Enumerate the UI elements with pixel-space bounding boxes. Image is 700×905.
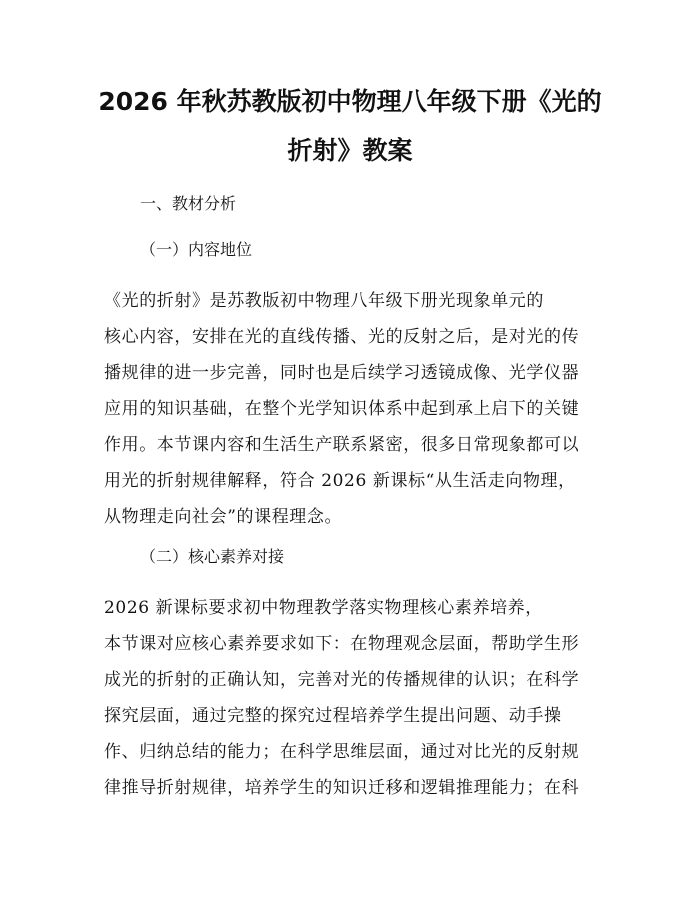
paragraph-line: 成光的折射的正确认知，完善对光的传播规律的认识；在科学	[104, 670, 580, 690]
document-title-line-2: 折射》教案	[287, 136, 413, 165]
paragraph-line: 作用。本节课内容和生活生产联系紧密，很多日常现象都可以	[104, 435, 580, 455]
subsection-heading-content-position: （一）内容地位	[140, 240, 253, 259]
paragraph-line: 本节课对应核心素养要求如下：在物理观念层面，帮助学生形	[104, 634, 580, 654]
paragraph-line: 2026 新课标要求初中物理教学落实物理核心素养培养，	[104, 598, 543, 618]
paragraph-line: 应用的知识基础，在整个光学知识体系中起到承上启下的关键	[104, 399, 580, 419]
paragraph-line: 作、归纳总结的能力；在科学思维层面，通过对比光的反射规	[104, 742, 580, 762]
paragraph-line: 探究层面，通过完整的探究过程培养学生提出问题、动手操	[104, 706, 562, 726]
paragraph-line: 用光的折射规律解释，符合 2026 新课标“从生活走向物理，	[104, 471, 576, 491]
paragraph-line: 《光的折射》是苏教版初中物理八年级下册光现象单元的	[104, 291, 544, 311]
paragraph-line: 律推导折射规律，培养学生的知识迁移和逻辑推理能力；在科	[104, 778, 580, 798]
subsection-heading-core-literacy: （二）核心素养对接	[140, 547, 285, 566]
paragraph-line: 播规律的进一步完善，同时也是后续学习透镜成像、光学仪器	[104, 363, 580, 383]
section-heading-teaching-material-analysis: 一、教材分析	[140, 194, 237, 213]
paragraph-line: 核心内容，安排在光的直线传播、光的反射之后，是对光的传	[104, 327, 580, 347]
paragraph-line: 从物理走向社会”的课程理念。	[104, 507, 343, 527]
document-title-line-1: 2026 年秋苏教版初中物理八年级下册《光的	[98, 87, 602, 116]
